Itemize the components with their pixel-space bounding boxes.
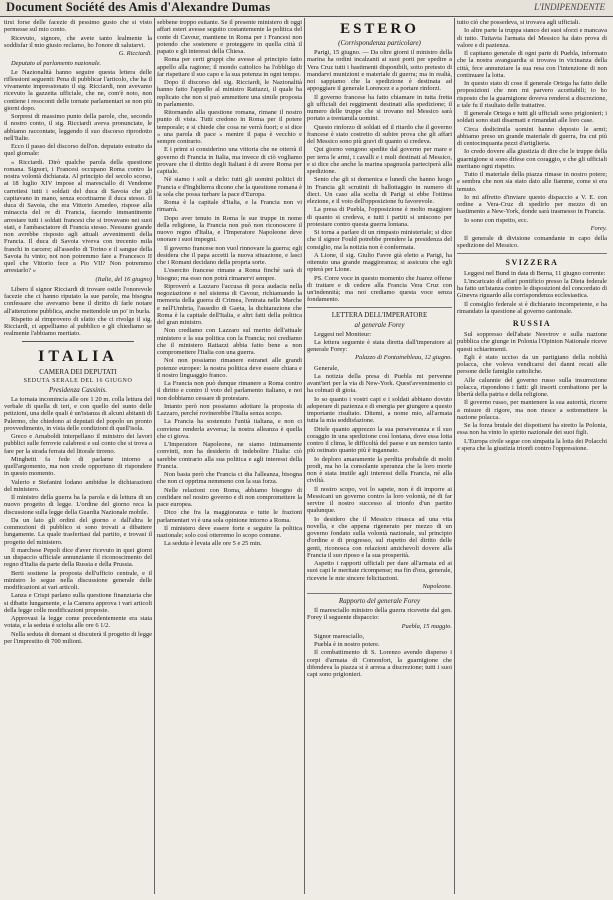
paragraph: Approvasi la legge come precedentemente era stata votata, e la seduta è sciolta alle ore 6 1/2.: [4, 615, 152, 630]
report-dateline: Puebla, 15 maggio.: [401, 622, 452, 630]
column-rule: [454, 18, 455, 894]
paragraph: « Ricciardi. Dirò qualche parola della questione romana. Signori, i Francesi occupano Roma contro la nostra volontà dichiarata. Al principio del secolo scorso, ai 18 luglio XIV impose al maresciallo di Vendome carrettesi tutti i soldati del duca di Savoia che gli capitavano in mano, senza eccettuarne il duca stesso. Il duca di Savoia, che era Vittorio Amedeo, rispose alla minaccia del re di Francia, facendo immantinente arrestare tutti i soldati francesi che si trovavano nei suoi stati, e l'ambasciatore di Francia stesso. Nessuno grande non avrebbe risposto agli attuali avvenimenti della Francia. Il duca di Savoia viveva con trecento mila franchi in carcere; all'assedio di Torino e il sangue della Savoia fu vinto; noi non potremmo fare a Francesco II quel che Vittorio fece a Pio VII? Non potremmo arrestarlo? »: [4, 158, 152, 275]
paragraph: Intanto però non possiamo adottare la proposta di Lazzaro, perché rovinerebbe l'Italia senza scopo.: [157, 402, 302, 417]
paragraph: Io sono con rispetto, ecc.: [464, 216, 529, 224]
paragraph: Dopo aver tenuto in Roma le sue truppe in nome della religione, la Francia non può non riconoscere il nuovo regno d'Italia, e l'Imperatore Napoleone deve onorare i suoi impegni.: [157, 214, 302, 244]
column-1: [4, 19, 152, 891]
paragraph: Da un lato gli ordini del giorno e dall'altra le commozioni di pubblico si sono trovati a dibattere lungamente. La quale trasferitasi dal partito, e trovasi il progetto del ministero.: [4, 516, 152, 546]
paragraph: Il consiglio federale si è dichiarato incompetente, e ha rimandato la questione al governo cantonale.: [457, 300, 607, 315]
paragraph: Alle calunnie del governo russo sulla insurrezione polacca, rispondono i fatti: gli insorti combattono per la libertà della patria e della religione.: [457, 376, 607, 398]
paragraph: Nella seduta di domani si discuterà il progetto di legge per l'imprestito di 700 milioni.: [4, 630, 152, 645]
paragraph: PS. Corre voce in questo momento che Juarez offerse di trattare e di cedere alla Francia Vera Cruz con un'indennità; ma noi crediamo questa voce senza fondamento.: [307, 274, 452, 304]
paragraph: Circa dodicimila uomini hanno deposto le armi; abbiamo preso un grande materiale di guerra, fra cui più di centocinquanta pezzi d'artiglieria.: [457, 125, 607, 147]
paragraph: Tutto il materiale della piazza rimase in nostro potere; e sembra che non sia stato dato alle fiamme, come si era temuto.: [457, 171, 607, 193]
paragraph: Io altre parte la truppa stanco dei suoi sforzi e mancava di tutto. Tuttavia l'armata del Messico ha dato prova di valore e di pazienza.: [457, 27, 607, 49]
paragraph: L'incaricato di affari pontificio presso la Dieta federale ha fatto un'istanza contro le disposizioni del concordato di Ginevra riguardo alla corrispondenza ecclesiastica.: [457, 277, 607, 300]
paragraph: Qui giorno vengono spedite dal governo per mare e per terra le armi, i cavalli e i muli destinati al Messico, e si dice che anche la marina spagnuola parteciperà alla spedizione.: [307, 146, 452, 175]
archive-banner: [0, 0, 613, 17]
paragraph: E i primi si considerino una vittoria che ne otterrà il governo di Francia in Italia, ma invece di ciò vogliamo provare che il diritto degli Italiani è di avere Roma per capitale.: [157, 146, 302, 175]
divider: [457, 253, 607, 254]
divider: [307, 307, 452, 308]
paragraph: Generale,: [314, 364, 339, 372]
paragraph: Io so quanto i vostri capi e i soldati abbiano dovuto adoperare di pazienza e di energia per giungere a questo importante risultato. Ditemi, a nome mio, all'armata tutta la mia soddisfazione.: [307, 395, 452, 425]
paragraph: Sento che gli si domenica e lunedì che hanno luogo in Francia gli scrutinii di ballottaggio in numero di dieci. Un caso alla scelta di Parigi si ebbe l'ottima elezione, e il voto dell'opposizione fu favorevole.: [307, 176, 452, 205]
paragraph: La lettera seguente è stata diretta dall'imperatore al generale Forey:: [307, 338, 452, 353]
presidenza: Presidenza Cassinis.: [48, 385, 108, 394]
paragraph: Questo rinforzo di soldati ed il ritardo che il governo francese è stato costretto di subire prova che gli affari del Messico sono più gravi di quanto si credeva.: [307, 123, 452, 145]
paragraph: Lanza e Crispi parlano sulla questione finanziaria che si dibatte lungamente, e la Camera approva i vari articoli della legge colle modificazioni proposte.: [4, 592, 152, 614]
paragraph: L'Europa civile segue con simpatia la lotta dei Polacchi e spera che la giustizia trionfi contro l'oppressione.: [457, 437, 607, 452]
paragraph: Ritornando alla questione romana, rimane il nostro punto di vista. Tutti credono in Roma per il potere temporale; e si chiede che cosa ne verrà fuori; e si dice « una parola di pace » mentre il papa è vecchio e sempre contrario.: [157, 109, 302, 145]
paragraph: In questo stato di cose il generale Ortega ha fatto delle proposizioni che non mi parvero accettabili; io ho risposto che la guarnigione doveva rendersi a discrezione, e tale fu il risultato delle trattative.: [457, 80, 607, 109]
paragraph: Il governo francese non vuol rinnovare la guerra; egli desidera che il papa accetti la nuova situazione, e lasci che i Romani decidano della propria sorte.: [157, 244, 302, 266]
paragraph: sebbene troppo esitante. Se il presente ministero di oggi affari esteri avesse seguito costantemente la politica del conte di Cavour, mantiene in Roma per i Francesi non potendo che sostenere e proteggere in quella città il papato e gli interessi della Chiesa.: [157, 19, 302, 55]
paragraph: Leggesi nel Moniteur:: [314, 330, 372, 338]
paragraph: Minghetti fa fede di parlarne intorno a quell'argomento, ma non crede opportuno di rispondere in questo momento.: [4, 455, 152, 478]
signature: Napoleone.: [422, 582, 452, 590]
paragraph: Il governo russo, per mantenere la sua autorità, ricorre a misure di rigore, ma non riesce a sottomettere la nazione polacca.: [457, 399, 607, 421]
column-4: [457, 19, 607, 891]
section-title-svizzera: SVIZZERA: [505, 257, 559, 267]
paragraph: Ecco il passo del discorso dell'on. deputato estratto da quel giornale:: [4, 143, 152, 158]
paragraph: Sul soppresso dell'abate Nesvtrov e sulla nazione pubblica che giunge in Polonia l'Opinion Nationale riceve questi schiarimenti.: [457, 331, 607, 353]
paragraph: Ditele quanto apprezzo la sua perseveranza e il suo coraggio in una spedizione così lontana, dove essa lotta contro il clima, le difficoltà del paese e un nemico tanto più ostinato quanto più è ingannato.: [307, 425, 452, 455]
signature: G. Ricciardi.: [118, 50, 152, 57]
paragraph: Roma per certi gruppi che avesse al principio fatto appello alla ragione; il mondo cattolico ha l'obbligo di far rispettare il suo capo e la sua potenza in ogni tempo.: [157, 56, 302, 78]
paragraph: La seduta è levata alle ore 5 e 25 min.: [164, 540, 262, 548]
signature: Forey.: [590, 224, 607, 232]
paragraph: Riproverò a Lazzaro l'accusa di poca audacia nella negoziazione e nel sistema di Cavour, richiamando la memoria della guerra di Crimea, l'entrata nelle Marche e nell'Umbria, l'assedio di Gaeta, la dichiarazione che Roma è la capitale dell'Italia, e altri fatti della politica del gran ministro.: [157, 282, 302, 326]
report-title: Rapporto del generale Forey: [338, 597, 421, 605]
paragraph: Egli è stato ucciso da un partigiano della nobiltà polacca, che voleva vendicarsi dei danni recati alle persone delle famiglie cattoliche.: [457, 353, 607, 376]
banner-text: Document Société des Amis d'Alexandre Dumas: [6, 0, 271, 14]
paragraph: Nelle relazioni con Roma, abbiamo bisogno di confidare nel nostro governo e di non compromettere la pace europea.: [157, 486, 302, 508]
paragraph: Il combattimento di S. Lorenzo avendo disperso i corpi d'armata di Comonfort, la guarnigione che difendeva la piazza si è arresa a discrezione; tutti i suoi capi sono prigionieri.: [307, 649, 452, 678]
section-title-russia: RUSSIA: [512, 319, 552, 328]
letter-dateline: Palazzo di Fontainebleau, 12 giugno.: [355, 354, 452, 362]
divider: [307, 593, 452, 594]
paragraph: Il ministro della guerra ha la parola e dà lettura di un nuovo progetto di legge. L'ordine del giorno reca la discussione sulla legge della Guardia Nazionale mobile.: [4, 494, 152, 516]
paragraph: Si torna a parlare di un rimpasto ministeriale; si dice che il signor Fould potrebbe prendere la presidenza del consiglio, ma la notizia non è confermata.: [307, 229, 452, 251]
paragraph: Il nostro scopo, voi lo sapete, non è di imporre ai Messicani un governo contro la loro volontà, né di far servire il nostro successo al trionfo d'un partito qualunque.: [307, 485, 452, 515]
paragraph: Ricevuto, signore, che avete tanto lealmente la soddisfar il mio giusto reclamo, ho l'onore di salutarvi.: [4, 34, 152, 49]
paragraph: Libero il signor Ricciardi di trovare ostile l'onorevole facezie che ci hanno riputato la sue parole, ma bisogna confessare che avevamo bene il diritto di farle notare all'attenzione pubblica, anche mettendole un po' in burla.: [4, 285, 152, 315]
paragraph: Dopo il discorso del sig. Ricciardi, le Nazionalità hanno fatto l'appello al ministro Rattazzi, il quale ha replicato che non si può ammettere una simile proposta in parlamento.: [157, 79, 302, 108]
paragraph: L'Imperatore Napoleone, ne siamo intimamente convinti, non ha desiderio di indebolire l'Italia: ciò sarebbe contrario alla sua politica e agli interessi della Francia.: [157, 441, 302, 470]
correspondence-note: (Corrispondenza particolare): [338, 39, 421, 47]
paragraph: Il ministero deve essere forte e seguire la politica nazionale; solo così otterremo lo scopo comune.: [157, 524, 302, 539]
seduta-title: SEDUTA SERALE DEL 16 GIUGNO: [23, 377, 133, 384]
camera-title: CAMERA DEI DEPUTATI: [39, 367, 117, 376]
paragraph: Deputato al parlamento nazionale.: [11, 60, 102, 68]
paragraph: Valerio e Stefanini lodano ambidue le dichiarazioni del ministero.: [4, 478, 152, 493]
paragraph: La tornata incomincia alle ore 1 20 m. colla lettura del verbale di quella di ieri, e con quello del sunto delle petizioni, una delle quali è un'istanza di alcuni abitanti di Palermo, che chiedono ai deputati del popolo un pronto provvedimento, in vista delle condizioni di quell'isola.: [4, 395, 152, 432]
paragraph: Io deploro amaramente la perdita probabile di molti prodi, ma ho la consolante speranza che la loro morte non è stata inutile agli interessi della Francia, né alla civiltà.: [307, 455, 452, 485]
paragraph: Se la forza brutale dei dispotismi ha stretto la Polonia, essa non ha vinto lo spirito nazionale dei suoi figli.: [457, 422, 607, 437]
newspaper-header: L'INDIPENDENTE: [534, 2, 605, 12]
paragraph: Io credo dovere alla giustizia di dire che le truppe della guarnigione si sono difese con coraggio, e che gli ufficiali meritano ogni rispetto.: [457, 148, 607, 170]
divider: [22, 341, 134, 342]
column-rule: [304, 18, 305, 894]
paragraph: La presa di Puebla, l'opposizione è molto maggiore di quanto si credeva, e tutti i partiti si uniscono per protestare contro questa guerra lontana.: [307, 206, 452, 228]
paragraph: Il capitano generale di ogni parte di Puebla, informato che la nostra avanguardia si trovava in vicinanza della città, fece annunziare la sua resa con l'intenzione di non continuare la lotta.: [457, 50, 607, 79]
paragraph: tirsi forse delle facezie di pessimo gusto che si visto permesse sul mio conto.: [4, 19, 152, 34]
paragraph: Nè siamo i soli a dirlo: tutti gli uomini politici di Francia e d'Inghilterra dicono che la questione romana è la sola che possa turbare la pace d'Europa.: [157, 176, 302, 198]
paragraph: La Francia non può dunque rimanere a Roma contro il diritto e contro il voto del parlamento italiano, e noi non dobbiamo cessare di protestare.: [157, 380, 302, 402]
section-title-italia: ITALIA: [38, 347, 118, 365]
paragraph: Aspetto i rapporti ufficiali per dare all'armata ed ai suoi capi le meritate ricompense; ma fin d'ora, generale, ricevete le mie sincere felicitazioni.: [307, 560, 452, 582]
paragraph: La notizia della presa di Puebla mi pervenne avant'ieri per la via di New-York. Quest'avvenimento ci ha colmati di gioia.: [307, 372, 452, 395]
paragraph: Io desidero che il Messico rinasca ad una vita novella, e che appena rigenerato per mezzo di un governo fondato sulla volontà nazionale, sul principio d'ordine e di progresso, sul rispetto del diritto delle genti, riconosca con relazioni amichevoli dovere alla Francia il suo riposo e la sua prosperità.: [307, 515, 452, 559]
paragraph: tutto ciò che possedeva, si trovava agli ufficiali.: [457, 19, 581, 26]
paragraph: Sorpresi di massimo punto della parole, che, secondo il nostro conto, il sig. Ricciardi aveva pronunciate, le abbiamo raccontate, leggendo il suo discorso riprodotto nell'Italie.: [4, 113, 152, 142]
paragraph: Leggesi nel Bund in data di Berna, 11 giugno corrente:: [464, 269, 606, 277]
paragraph: Il generale Ortega e tutti gli ufficiali sono prigionieri; i soldati sono stati disarmati e rimandati alle loro case.: [457, 110, 607, 125]
paragraph: Io mi affretto d'inviare questo dispaccio a V. E. con ordine a Vera-Cruz di spedirlo per mezzo di un bastimento a New-York, donde sarà trasmesso in Francia.: [457, 193, 607, 216]
source-note: (Italie, del 16 giugno): [95, 275, 152, 283]
paragraph: Dico che fra la maggioranza e tutte le frazioni parlamentari vi è una sola opinione intorno a Roma.: [157, 509, 302, 524]
paragraph: Parigi, 15 giugno. — Da oltre giorni il ministro della marina ha ordini incalzanti ai suoi porti per spedire a Vera Cruz tutti i bastimenti disponibili, sotto pretesto di mandarvi munizioni e materiale di guerra; ma in realtà, noi sappiamo che la spedizione è destinata ad appoggiare il generale Lorencez e a portare rinforzi.: [307, 49, 452, 93]
column-3: [307, 19, 452, 891]
paragraph: Signor maresciallo,: [314, 632, 365, 640]
paragraph: Rispetto al rimprovero di sfatto che ci rivolge il sig. Ricciardi, ci appelliamo al pubblico e gli chiediamo se realmente l'abbiamo meritato.: [4, 315, 152, 338]
letter-title: LETTERA DELL'IMPERATORE: [331, 310, 428, 319]
paragraph: Non basta però che Francia ci dia l'alleanza, bisogna che non ci opprima nemmeno con la sua forza.: [157, 471, 302, 486]
letter-subtitle: al generale Forey: [354, 320, 405, 329]
column-2: [157, 19, 302, 891]
paragraph: La Francia ha sostenuto l'unità italiana, e non ci conviene renderla avversa; la nostra alleanza è quella che ci giova.: [157, 418, 302, 440]
paragraph: A Lione, il sig. Giulio Favre già eletto a Parigi, ha ottenuto una grande maggioranza; si assicura che egli opterà per Lione.: [307, 251, 452, 274]
paragraph: Berti sostiene la proposta dell'ufficio centrale, e il ministro lo segue nella discussione generale delle modificazioni ai vari articoli.: [4, 569, 152, 591]
paragraph: Non crediamo con Lazzaro sul merito dell'attuale ministero e la sua politica con la Francia; noi crediamo che il ministero Rattazzi abbia fatto bene a non compromettere l'Italia con una guerra.: [157, 327, 302, 356]
paragraph: Roma è la capitale d'Italia, e la Francia non vi rimarrà.: [157, 199, 302, 214]
paragraph: Greco e Arnaboldi interpellano il ministro dei lavori pubblici sulle ferrovie calabresi e sul conto che si trova a fare per la strada ferrata del litorale tirreno.: [4, 433, 152, 455]
paragraph: Le Nazionalità hanno seguire questa lettera delle riflessioni seguenti: Pena di pubblicar l'articolo, che ha il vivamente impressionato il sig. Ricciardi, non avevamo ricevuto la gazzetta ufficiale, che ne, com'è noto, non contiene i resoconti delle tornate parlamentari se non più giorni dopo.: [4, 68, 152, 112]
paragraph: Il marchese Pepoli dice d'aver ricevuto in quei giorni un dispaccio ufficiale annunziante il riconoscimento del regno d'Italia da parte della Russia e della Prussia.: [4, 546, 152, 569]
paragraph: Puebla è in nostro potere.: [314, 641, 380, 648]
section-title-estero: ESTERO: [340, 21, 419, 37]
paragraph: L'esercito francese rimane a Roma finché sarà di bisogno; ma esso non potrà rimanervi sempre.: [157, 267, 302, 282]
paragraph: Il maresciallo ministro della guerra ricevette dal gen. Forey il seguente dispaccio:: [307, 607, 452, 622]
column-rule: [154, 18, 155, 894]
paragraph: Il generale di divisione comandante in capo della spedizione del Messico.: [457, 235, 607, 250]
paragraph: Il governo francese ha fatto chiamare in tutta fretta gli ufficiali dei reggimenti destinati alla spedizione; il numero delle truppe che si trovano nel Messico sarà portato a trentamila uomini.: [307, 93, 452, 123]
paragraph: Noi non possiamo rimanere estranei alle grandi potenze europee: la nostra politica deve essere chiara e il nostro linguaggio franco.: [157, 357, 302, 379]
